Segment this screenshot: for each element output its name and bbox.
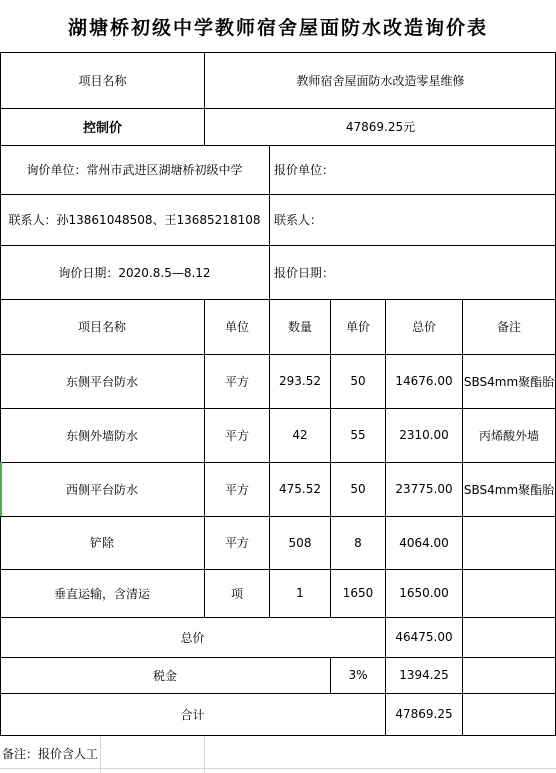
tax-label: 税金 <box>152 668 177 683</box>
table-cell-total: 1650.00 <box>399 586 449 600</box>
table-cell-note <box>463 516 555 569</box>
project-label: 项目名称 <box>78 73 127 88</box>
table-cell-name: 垂直运输，含清运 <box>53 586 150 601</box>
table-cell-name: 西侧平台防水 <box>65 482 138 497</box>
table-cell-total: 4064.00 <box>399 535 449 550</box>
subtotal-value: 46475.00 <box>395 630 453 644</box>
table-cell-qty: 475.52 <box>279 482 321 496</box>
table-cell-note: SBS4mm聚酯胎 <box>463 482 555 497</box>
table-cell-price: 1650 <box>342 586 374 600</box>
table-cell-note: SBS4mm聚酯胎 <box>463 374 555 389</box>
quote-date: 报价日期： <box>274 265 335 280</box>
table-cell-price: 50 <box>350 374 366 388</box>
table-cell-name: 东侧平台防水 <box>65 374 138 389</box>
column-header-name: 项目名称 <box>77 320 126 334</box>
footnote: 备注：报价含人工 <box>2 746 99 761</box>
table-cell-total: 14676.00 <box>395 374 453 388</box>
grid-line <box>0 768 556 769</box>
control-price-label: 控制价 <box>82 121 122 136</box>
table-cell-unit: 项 <box>230 586 243 601</box>
contact-quoter: 联系人： <box>274 213 323 227</box>
table-cell-qty: 1 <box>296 586 304 600</box>
column-header-note: 备注 <box>496 320 521 334</box>
grid-line <box>0 735 556 736</box>
table-cell-unit: 平方 <box>224 374 249 389</box>
grand-total-label: 合计 <box>180 707 205 722</box>
table-cell-total: 2310.00 <box>399 428 449 442</box>
table-cell-note: 丙烯酸外墙 <box>478 428 539 443</box>
table-cell-total: 23775.00 <box>395 482 453 496</box>
table-cell-note <box>463 569 555 617</box>
inquiry-date: 询价日期：2020.8.5—8.12 <box>58 265 211 280</box>
table-cell-price: 50 <box>350 482 366 496</box>
inquiry-unit: 询价单位：常州市武进区湖塘桥初级中学 <box>26 163 243 177</box>
column-header-qty: 数量 <box>287 320 312 334</box>
table-cell-name: 铲除 <box>89 536 114 550</box>
table-cell-unit: 平方 <box>224 482 249 497</box>
column-header-unit: 单位 <box>224 320 249 334</box>
subtotal-label: 总价 <box>180 630 205 645</box>
contact-inquirer: 联系人：孙13861048508、王13685218108 <box>8 213 261 227</box>
table-cell-price: 55 <box>350 428 366 442</box>
table-cell-qty: 42 <box>292 428 308 442</box>
column-header-price: 单价 <box>345 320 370 334</box>
table-cell-unit: 平方 <box>224 536 249 550</box>
table-cell-unit: 平方 <box>224 428 249 443</box>
table-cell-qty: 508 <box>288 535 312 550</box>
tax-value: 1394.25 <box>399 668 449 682</box>
sheet-title: 湖塘桥初级中学教师宿舍屋面防水改造询价表 <box>67 16 488 39</box>
project-value: 教师宿舍屋面防水改造零星维修 <box>296 73 465 88</box>
tax-rate: 3% <box>348 668 368 682</box>
grand-total-value: 47869.25 <box>395 707 453 721</box>
column-header-total: 总价 <box>411 320 436 334</box>
quote-unit: 报价单位： <box>274 163 335 177</box>
table-cell-name: 东侧外墙防水 <box>65 428 138 443</box>
table-cell-price: 8 <box>354 535 362 550</box>
control-price-value: 47869.25元 <box>345 120 416 134</box>
table-cell-qty: 293.52 <box>279 374 321 388</box>
